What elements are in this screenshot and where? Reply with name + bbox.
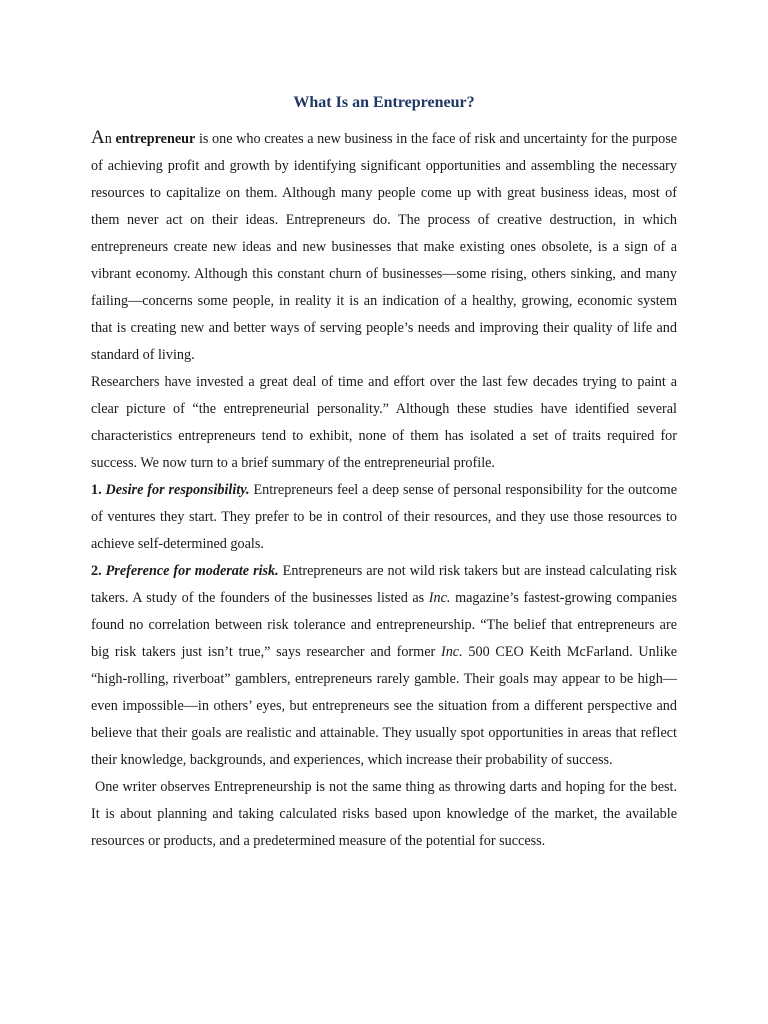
intro-paragraph bbox=[91, 124, 677, 369]
intro-after-dropcap: n bbox=[104, 131, 116, 147]
document-body bbox=[91, 124, 677, 855]
trait-text-part-c: 500 CEO Keith McFarland. Unlike “high-rolling, riverboat” gamblers, entrepreneurs rarely gamble. Their goals may appear to be high—even impossible—in others’ eyes, but entrepreneurs see the situation from a different perspective and believe that their goals are realistic and attainable. They usually spot opportunities in areas that reflect their knowledge, backgrounds, and experiences, which increase their probability of success. bbox=[91, 644, 677, 768]
trait-text-part-a: Entrepreneurs are not wild risk takers but are instead calculating risk takers. A study of the founders of the businesses listed as bbox=[91, 563, 677, 606]
trait-heading: Desire for responsibility. bbox=[105, 482, 250, 498]
intro-keyword: entrepreneur bbox=[115, 131, 196, 147]
magazine-name: Inc. bbox=[428, 590, 451, 606]
magazine-name: Inc. bbox=[440, 644, 463, 660]
trait-text-part-b: magazine’s fastest-growing companies found no correlation between risk tolerance and entrepreneurship. “The belief that entrepreneurs are big risk takers just isn’t true,” says researcher and former bbox=[91, 590, 677, 660]
trait-number: 2. bbox=[91, 563, 102, 579]
closing-paragraph: One writer observes Entrepreneurship is not the same thing as throwing darts and hoping for the best. It is about planning and taking calculated risks based upon knowledge of the market, the available resources or products, and a predetermined measure of the potential for success. bbox=[91, 779, 677, 849]
trait-desire-for-responsibility bbox=[91, 477, 677, 558]
dropcap-letter: A bbox=[91, 127, 105, 148]
trait-heading: Preference for moderate risk. bbox=[105, 563, 279, 579]
trait-preference-for-moderate-risk bbox=[91, 558, 677, 774]
trait-number: 1. bbox=[91, 482, 102, 498]
research-paragraph: Researchers have invested a great deal of time and effort over the last few decades trying to paint a clear picture of “the entrepreneurial personality.” Although these studies have identified several characteristics entrepreneurs tend to exhibit, none of them has isolated a set of traits required for success. We now turn to a brief summary of the entrepreneurial profile. bbox=[91, 374, 677, 471]
page-title: What Is an Entrepreneur? bbox=[293, 94, 475, 111]
intro-text: is one who creates a new business in the face of risk and uncertainty for the purpose of achieving profit and growth by identifying significant opportunities and assembling the necessary resources to capitalize on them. Although many people come up with great business ideas, most of them never act on their ideas. Entrepreneurs do. The process of creative destruction, in which entrepreneurs create new ideas and new businesses that make existing ones obsolete, is a sign of a vibrant economy. Although this constant churn of businesses—some rising, others sinking, and many failing—concerns some people, in reality it is an indication of a healthy, growing, economic system that is creating new and better ways of serving people’s needs and improving their quality of life and standard of living. bbox=[91, 131, 678, 363]
trait-text: Entrepreneurs feel a deep sense of personal responsibility for the outcome of ventures they start. They prefer to be in control of their resources, and they use those resources to achieve self-determined goals. bbox=[91, 482, 677, 552]
